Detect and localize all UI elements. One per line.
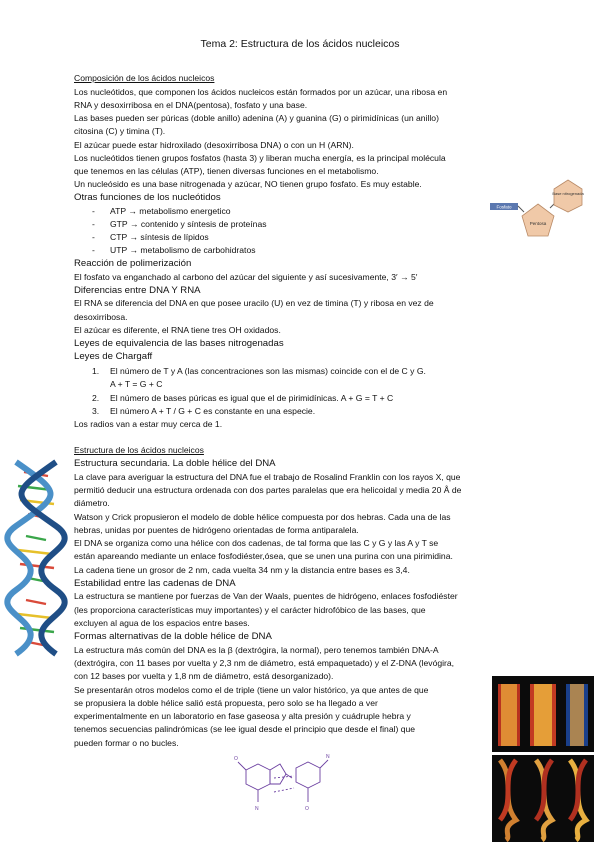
- list-item: El número A + T / G + C es constante en una especie.: [110, 406, 316, 416]
- paragraph-line: permitió deducir una estructura ordenada con dos partes paralelas que era helicoidal y media 20 Å de: [74, 485, 462, 495]
- pentose-pentagon: [522, 204, 554, 236]
- paragraph-line: excluyen al agua de los espacios entre bases.: [74, 618, 250, 628]
- subheading-reaccion: Reacción de polimerización: [74, 258, 192, 269]
- bullet-marker: -: [92, 232, 95, 242]
- paragraph-line: hebras, unidas por puentes de hidrógeno orientadas de forma antiparalela.: [74, 525, 359, 535]
- paragraph-line: El RNA se diferencia del DNA en que posee uracilo (U) en vez de timina (T) y ribosa en vez de: [74, 298, 434, 308]
- subheading-otras-funciones: Otras funciones de los nucleótidos: [74, 192, 221, 203]
- list-number: 3.: [92, 406, 100, 416]
- list-item: El número de T y A (las concentraciones son las mismas) coincide con el de C y G.: [110, 366, 426, 376]
- list-item: ATP → metabolismo energetico: [110, 206, 231, 216]
- paragraph-line: (les proporciona características muy importantes) y el carácter hidrofóbico de las bases, que: [74, 605, 426, 615]
- bullet-marker: -: [92, 245, 95, 255]
- section-heading-composicion: Composición de los ácidos nucleicos: [74, 73, 215, 83]
- paragraph-line: Los nucleótidos, que componen los ácidos nucleicos están formados por un azúcar, una ribosa en: [74, 87, 448, 97]
- list-item-formula: A + T = G + C: [110, 379, 163, 389]
- paragraph-line: se propusiera la doble hélice salió está propuesta, pero solo se ha llegado a ver: [74, 698, 378, 708]
- paragraph-line: Watson y Crick propusieron el modelo de doble hélice compuesta por dos hebras. Cada una de las: [74, 512, 451, 522]
- paragraph-line: El azúcar es diferente, el RNA tiene tres OH oxidados.: [74, 325, 281, 335]
- paragraph-line: tenemos secuencias palindrómicas (se lee igual desde el principio que desde el final) que: [74, 724, 416, 734]
- subheading-diferencias: Diferencias entre DNA Y RNA: [74, 285, 201, 296]
- paragraph-line: Los radios van a estar muy cerca de 1.: [74, 419, 223, 429]
- paragraph-line: están apareando mediante un enlace fosfodiéster,ósea, que se unen una purina con una pirimidina.: [74, 551, 453, 561]
- paragraph-line: RNA y desoxirribosa en el DNA(pentosa), fosfato y una base.: [74, 100, 308, 110]
- subheading-leyes-equivalencia: Leyes de equivalencia de las bases nitrogenadas: [74, 338, 284, 349]
- subheading-estabilidad: Estabilidad entre las cadenas de DNA: [74, 578, 236, 589]
- paragraph-line: Las bases pueden ser púricas (doble anillo) adenina (A) y guanina (G) o pirimidínicas (un anillo): [74, 113, 439, 123]
- paragraph-line: desoxirribosa.: [74, 312, 128, 322]
- base-label: Base nitrogenada: [552, 191, 584, 196]
- list-item: UTP → metabolismo de carbohidratos: [110, 245, 256, 255]
- bullet-marker: -: [92, 206, 95, 216]
- list-number: 2.: [92, 393, 100, 403]
- paragraph-line: pueden formar o no bucles.: [74, 738, 179, 748]
- paragraph-line: La clave para averiguar la estructura del DNA fue el trabajo de Rosalind Franklin con los rayos X, que: [74, 472, 461, 482]
- paragraph-line: Los nucleótidos tienen grupos fosfatos (hasta 3) y liberan mucha energía, es la principal molécula: [74, 153, 446, 163]
- list-number: 1.: [92, 366, 100, 376]
- base-hexagon: [554, 180, 582, 212]
- paragraph-line: (dextrógira, con 11 bases por vuelta y 2,3 nm de diámetro, está empaquetado) y el Z-DNA (levógira,: [74, 658, 455, 668]
- dna-helix-illustration: [2, 458, 72, 664]
- list-item: El número de bases púricas es igual que el de pirimidínicas. A + G = T + C: [110, 393, 394, 403]
- paragraph-line: El azúcar puede estar hidroxilado (desoxirribosa DNA) o con un H (ARN).: [74, 140, 354, 150]
- paragraph-line: que tenemos en las células (ATP), tienen diversas funciones en el metabolismo.: [74, 166, 379, 176]
- svg-text:O: O: [234, 756, 238, 762]
- section-heading-estructura: Estructura de los ácidos nucleicos: [74, 445, 204, 455]
- fosfato-label: Fosfato: [496, 204, 512, 210]
- subheading-doble-helice: Estructura secundaria. La doble hélice del DNA: [74, 458, 276, 469]
- svg-text:N: N: [326, 754, 330, 760]
- base-pair-structure: [228, 748, 332, 820]
- paragraph-line: citosina (C) y timina (T).: [74, 126, 166, 136]
- paragraph-line: Un nucleósido es una base nitrogenada y azúcar, NO tienen grupo fosfato. Es muy estable.: [74, 179, 422, 189]
- dna-form-models-top: [498, 684, 588, 746]
- bullet-marker: -: [92, 219, 95, 229]
- paragraph-line: La estructura más común del DNA es la β (dextrógira, la normal), pero tenemos también DNA-A: [74, 645, 439, 655]
- paragraph-line: Se presentarán otros modelos como el de triple (tiene un valor histórico, ya que antes de que: [74, 685, 429, 695]
- page-title: Tema 2: Estructura de los ácidos nucleicos: [200, 38, 400, 50]
- paragraph-line: El fosfato va enganchado al carbono del azúcar del siguiente y así sucesivamente, 3′ → 5′: [74, 272, 418, 282]
- svg-text:O: O: [305, 806, 309, 812]
- paragraph-line: con 12 bases por vuelta y 1,8 nm de diámetro, está desorganizado).: [74, 671, 334, 681]
- svg-text:N: N: [255, 806, 259, 812]
- paragraph-line: La cadena tiene un grosor de 2 nm, cada vuelta 34 nm y la distancia entre bases es 3,4.: [74, 565, 410, 575]
- list-item: GTP → contenido y síntesis de proteínas: [110, 219, 267, 229]
- paragraph-line: diámetro.: [74, 498, 110, 508]
- paragraph-line: El DNA se organiza como una hélice con dos cadenas, de tal forma que las C y G y las A y T se: [74, 538, 439, 548]
- paragraph-line: experimentalmente en un laboratorio en fase gaseosa y alta presión y cuádruple hebra y: [74, 711, 411, 721]
- paragraph-line: La estructura se mantiene por fuerzas de Van der Waals, puentes de hidrógeno, enlaces fosfodiéster: [74, 591, 458, 601]
- dna-forms-photo: [492, 676, 594, 842]
- subheading-chargaff: Leyes de Chargaff: [74, 351, 153, 362]
- pentosa-label: Pentosa: [529, 221, 547, 226]
- subheading-formas: Formas alternativas de la doble hélice de DNA: [74, 631, 272, 642]
- nucleotide-diagram: [488, 178, 584, 250]
- list-item: CTP → síntesis de lípidos: [110, 232, 209, 242]
